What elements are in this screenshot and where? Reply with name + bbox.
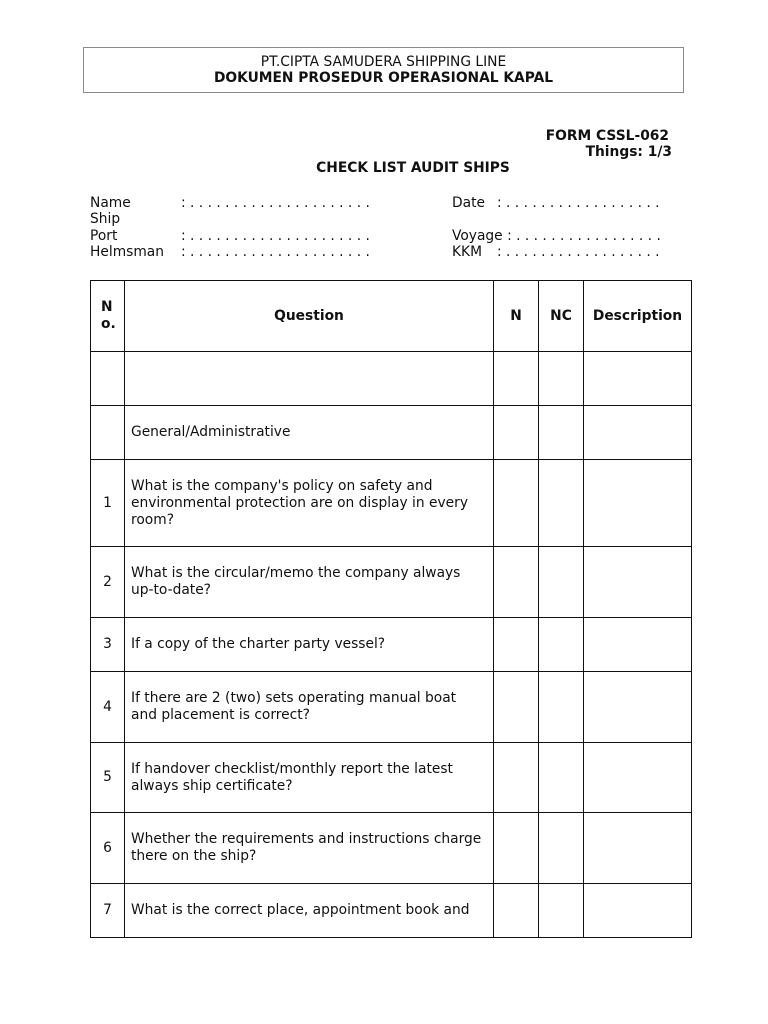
kkm-label: KKM <box>452 244 482 260</box>
nc-cell <box>539 406 584 460</box>
description-cell <box>584 743 692 813</box>
table-row <box>91 743 692 813</box>
kkm-value: : . . . . . . . . . . . . . . . . . . <box>497 244 660 260</box>
question-line: there on the ship? <box>131 848 257 864</box>
table-row <box>91 547 692 618</box>
question-line: If a copy of the charter party vessel? <box>131 636 386 652</box>
n-cell <box>494 352 539 406</box>
nc-cell <box>539 743 584 813</box>
date-label: Date <box>452 195 485 211</box>
question-cell <box>125 672 494 743</box>
row-number-cell <box>91 406 125 460</box>
ship-label: Ship <box>90 211 121 227</box>
n-cell <box>494 547 539 618</box>
row-number-cell <box>91 352 125 406</box>
table-row <box>91 460 692 547</box>
company-name: PT.CIPTA SAMUDERA SHIPPING LINE <box>260 54 507 70</box>
form-page-count: Things: 1/3 <box>585 144 672 160</box>
table-row <box>91 813 692 884</box>
question-cell <box>125 460 494 547</box>
column-header-no <box>91 281 125 352</box>
row-number-cell: 1 <box>91 460 125 547</box>
table-row <box>91 884 692 938</box>
row-number-cell: 2 <box>91 547 125 618</box>
row-number-cell: 3 <box>91 618 125 672</box>
document-title: DOKUMEN PROSEDUR OPERASIONAL KAPAL <box>213 70 554 86</box>
description-cell <box>584 352 692 406</box>
port-value: : . . . . . . . . . . . . . . . . . . . . . <box>181 228 370 244</box>
n-cell <box>494 672 539 743</box>
column-header-nc: NC <box>539 281 584 352</box>
question-cell <box>125 547 494 618</box>
question-line: What is the circular/memo the company always <box>131 565 461 581</box>
question-line: and placement is correct? <box>131 707 310 723</box>
nc-cell <box>539 547 584 618</box>
nc-cell <box>539 460 584 547</box>
port-label: Port <box>90 228 118 244</box>
name-label: Name <box>90 195 131 211</box>
voyage-label: Voyage <box>452 228 503 244</box>
nc-cell <box>539 884 584 938</box>
voyage-field <box>452 228 661 244</box>
question-line: What is the correct place, appointment book and <box>131 902 470 918</box>
question-cell <box>125 813 494 884</box>
row-number-cell: 4 <box>91 672 125 743</box>
description-cell <box>584 547 692 618</box>
row-number-cell: 6 <box>91 813 125 884</box>
question-cell <box>125 884 494 938</box>
question-line: If there are 2 (two) sets operating manual boat <box>131 690 457 706</box>
question-line: If handover checklist/monthly report the latest <box>131 760 453 777</box>
table-row-empty <box>91 352 692 406</box>
question-cell <box>125 618 494 672</box>
nc-cell <box>539 813 584 884</box>
question-line: always ship certificate? <box>131 777 293 794</box>
table-row <box>91 672 692 743</box>
description-cell <box>584 672 692 743</box>
n-cell <box>494 813 539 884</box>
nc-cell <box>539 618 584 672</box>
helmsman-value: : . . . . . . . . . . . . . . . . . . . . . <box>181 244 370 260</box>
row-number-cell: 7 <box>91 884 125 938</box>
n-cell <box>494 743 539 813</box>
section-title: General/Administrative <box>125 406 494 460</box>
checklist-title: CHECK LIST AUDIT SHIPS <box>316 160 510 176</box>
question-line: room? <box>131 511 175 528</box>
column-header-question: Question <box>125 281 494 352</box>
nc-cell <box>539 672 584 743</box>
table-header-row <box>91 281 692 352</box>
table-row <box>91 618 692 672</box>
table-row-section <box>91 406 692 460</box>
helmsman-label: Helmsman <box>90 244 164 260</box>
description-cell <box>584 884 692 938</box>
description-cell <box>584 813 692 884</box>
question-line: What is the company's policy on safety and <box>131 477 433 494</box>
description-cell <box>584 618 692 672</box>
n-cell <box>494 618 539 672</box>
name-value: : . . . . . . . . . . . . . . . . . . . . . <box>181 195 370 211</box>
n-cell <box>494 460 539 547</box>
document-header-box <box>83 47 684 93</box>
n-cell <box>494 406 539 460</box>
description-cell <box>584 460 692 547</box>
question-line: Whether the requirements and instructions charge <box>131 831 482 847</box>
checklist-table <box>90 280 692 938</box>
nc-cell <box>539 352 584 406</box>
n-cell <box>494 884 539 938</box>
question-cell <box>125 743 494 813</box>
question-line: environmental protection are on display in every <box>131 494 468 511</box>
column-header-description: Description <box>584 281 692 352</box>
date-value: : . . . . . . . . . . . . . . . . . . <box>497 195 660 211</box>
question-cell <box>125 352 494 406</box>
form-code: FORM CSSL-062 <box>545 128 669 144</box>
row-number-cell: 5 <box>91 743 125 813</box>
voyage-value: : . . . . . . . . . . . . . . . . . <box>507 228 661 244</box>
description-cell <box>584 406 692 460</box>
column-header-no-label: No. <box>101 299 116 332</box>
column-header-n: N <box>494 281 539 352</box>
question-line: up-to-date? <box>131 582 211 598</box>
